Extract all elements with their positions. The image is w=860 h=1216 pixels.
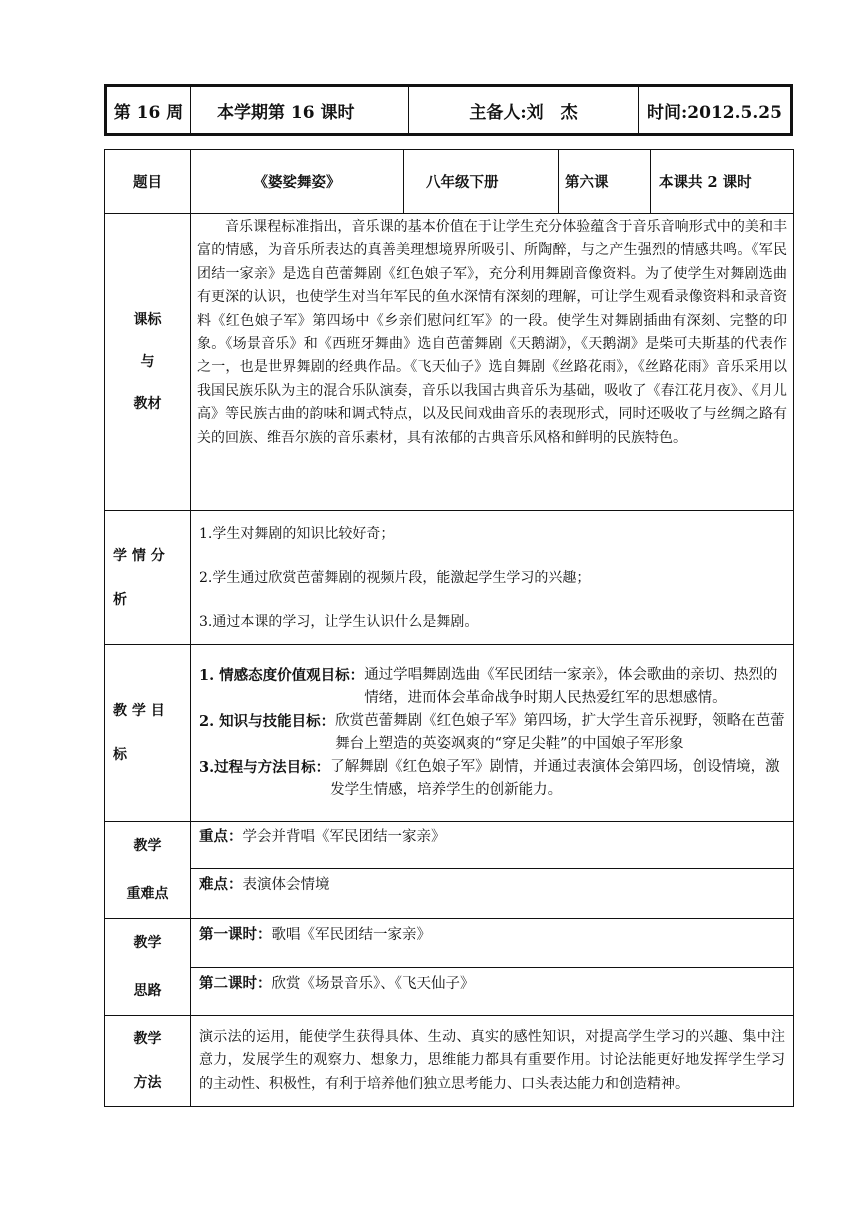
- key-points-label-line2: 重难点: [126, 886, 169, 902]
- goal-value: 欣赏芭蕾舞剧《红色娘子军》第四场，扩大学生音乐视野，领略在芭蕾舞台上塑造的英姿飒爽的“穿足尖鞋”的中国娘子军形象: [335, 713, 785, 752]
- key-points-label-line1: 教学: [133, 838, 162, 854]
- approach-first-cell: [191, 919, 794, 968]
- analysis-item: 3.通过本课的学习，让学生认识什么是舞剧。: [199, 613, 479, 630]
- approach-label-line2: 思路: [133, 983, 162, 999]
- analysis-label: [105, 511, 191, 645]
- standards-label: [105, 214, 191, 511]
- method-label: [105, 1016, 191, 1107]
- difficulty-key: 难点：: [199, 875, 243, 893]
- preparer-label: 主备人:: [469, 102, 527, 123]
- goals-content: [191, 645, 794, 822]
- difficulty-cell: [191, 868, 794, 918]
- preparer-cell: [409, 87, 639, 133]
- week-cell: [107, 87, 191, 133]
- analysis-label-line2: 析: [113, 591, 127, 608]
- goal-key: 2. 知识与技能目标：: [199, 713, 336, 730]
- goal-value: 通过学唱舞剧选曲《军民团结一家亲》，体会歌曲的亲切、热烈的情绪，进而体会革命战争时期人民热爱红军的思想感情。: [364, 667, 778, 706]
- analysis-label-line1: 学 情 分: [113, 547, 165, 564]
- standards-label-line1: 课标: [133, 312, 162, 328]
- focus-key: 重点：: [199, 828, 243, 845]
- header-bar: [104, 84, 793, 136]
- method-row: [105, 1016, 794, 1107]
- analysis-item: 1.学生对舞剧的知识比较好奇；: [199, 525, 395, 542]
- second-lesson-key: 第二课时：: [199, 975, 272, 993]
- approach-label: [105, 919, 191, 1016]
- difficulty-row: [105, 868, 794, 918]
- goal-key: 3.过程与方法目标：: [199, 759, 331, 776]
- standards-text: 音乐课程标准指出，音乐课的基本价值在于让学生充分体验蕴含于音乐音响形式中的美和丰富的情感，为音乐所表达的真善美理想境界所吸引、所陶醉，与之产生强烈的情感共鸣。《军民团结一家亲》是选自芭蕾舞剧《红色娘子军》，充分利用舞剧音像资料。为了使学生对舞剧选曲有更深的认识，也使学生对当年军民的鱼水深情有深刻的理解，可让学生观看录像资料和录音资料《红色娘子军》第四场中《乡亲们慰问红军》的一段。使学生对舞剧插曲有深刻、完整的印象。《场景音乐》和《西班牙舞曲》选自芭蕾舞剧《天鹅湖》，《天鹅湖》是柴可夫斯基的代表作之一，也是世界舞剧的经典作品。《飞天仙子》选自舞剧《丝路花雨》，《丝路花雨》音乐采用以我国民族乐队为主的混合乐队演奏，音乐以我国古典音乐为基础，吸收了《春江花月夜》、《月儿高》等民族古曲的韵味和调式特点，以及民间戏曲音乐的表现形式，同时还吸收了与丝绸之路有关的回族、维吾尔族的音乐素材，具有浓郁的古典音乐风格和鲜明的民族特色。: [191, 214, 794, 511]
- approach-second-row: [105, 968, 794, 1016]
- week-label: 第 16 周: [113, 102, 184, 123]
- focus-row: [105, 822, 794, 869]
- second-lesson-value: 欣赏《场景音乐》、《飞天仙子》: [271, 976, 475, 993]
- approach-label-line1: 教学: [133, 935, 162, 951]
- method-label-line2: 方法: [133, 1075, 162, 1091]
- topic-book: 八年级下册: [404, 150, 559, 214]
- analysis-row: [105, 511, 794, 645]
- goals-label: [105, 645, 191, 822]
- first-lesson-value: 歌唱《军民团结一家亲》: [271, 927, 431, 943]
- lesson-plan-table: [104, 149, 794, 1107]
- lesson-label: 本学期第 16 课时: [217, 102, 355, 123]
- standards-row: [105, 214, 794, 511]
- approach-second-cell: [191, 968, 794, 1016]
- difficulty-value: 表演体会情境: [242, 876, 330, 893]
- approach-first-row: [105, 919, 794, 968]
- lesson-cell: [191, 87, 409, 133]
- goal-item: [199, 664, 787, 710]
- goals-row: [105, 645, 794, 822]
- time-label: 时间:2012.5.25: [647, 102, 782, 123]
- focus-cell: [191, 822, 794, 869]
- focus-value: 学会并背唱《军民团结一家亲》: [242, 829, 446, 845]
- topic-row: [105, 150, 794, 214]
- topic-label: 题目: [105, 150, 191, 214]
- topic-hours: 本课共 2 课时: [651, 150, 794, 214]
- time-cell: [639, 87, 790, 133]
- goals-label-line1: 教 学 目: [113, 703, 165, 719]
- goal-item: [199, 756, 787, 802]
- goal-item: [199, 710, 787, 756]
- analysis-content: [191, 511, 794, 645]
- method-text: 演示法的运用，能使学生获得具体、生动、真实的感性知识，对提高学生学习的兴趣、集中注意力，发展学生的观察力、想象力，思维能力都具有重要作用。讨论法能更好地发挥学生学习的主动性、积极性，有利于培养他们独立思考能力、口头表达能力和创造精神。: [191, 1016, 794, 1107]
- analysis-item: 2.学生通过欣赏芭蕾舞剧的视频片段，能激起学生学习的兴趣；: [199, 569, 591, 586]
- preparer-name: 刘 杰: [526, 102, 578, 123]
- key-points-label: [105, 822, 191, 919]
- topic-unit: 第六课: [559, 150, 651, 214]
- goal-value: 了解舞剧《红色娘子军》剧情，并通过表演体会第四场，创设情境，激发学生情感，培养学生的创新能力。: [330, 759, 780, 798]
- goal-key: 1. 情感态度价值观目标：: [199, 667, 365, 684]
- first-lesson-key: 第一课时：: [199, 926, 272, 943]
- standards-label-line3: 教材: [133, 396, 162, 412]
- method-label-line1: 教学: [133, 1031, 162, 1047]
- goals-label-line2: 标: [113, 747, 127, 763]
- topic-title: 《婆娑舞姿》: [191, 150, 404, 214]
- standards-label-line2: 与: [140, 354, 155, 370]
